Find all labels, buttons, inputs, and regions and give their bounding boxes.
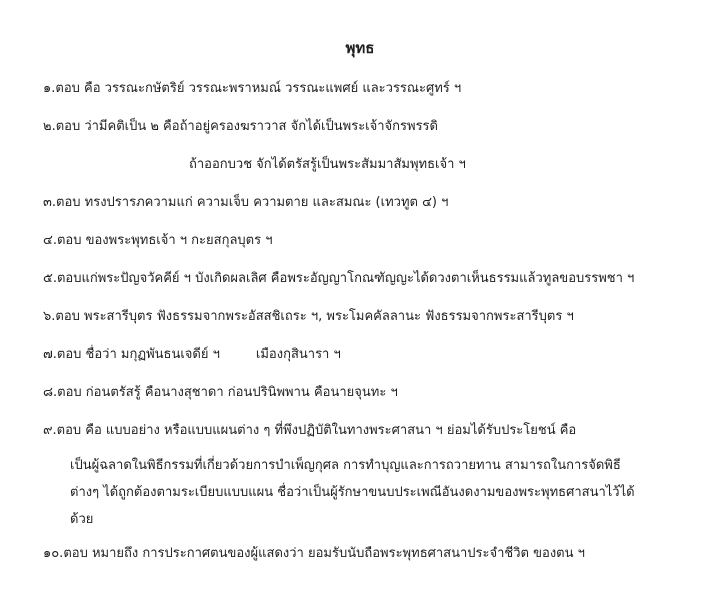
answer-7-part-1: ๗.ตอบ ชื่อว่า มกุฏพันธนเจดีย์ ฯ	[43, 347, 220, 362]
answer-3-line-1: ๓.ตอบ ทรงปรารภความแก่ ความเจ็บ ความตาย และสมณะ (เทวทูต ๔) ฯ	[43, 195, 449, 210]
answer-9-line-4: ด้วย	[70, 512, 94, 527]
answer-10-line-1: ๑๐.ตอบ หมายถึง การประกาศตนของผู้แสดงว่า ยอมรับนับถือพระพุทธศาสนาประจำชีวิต ของตน ฯ	[43, 546, 585, 561]
answer-9-line-2: เป็นผู้ฉลาดในพิธีกรรมที่เกี่ยวด้วยการบำเพ็ญกุศล การทำบุญและการถวายทาน สามารถในการจัดพิธี	[70, 458, 621, 473]
answer-2-line-2: ถ้าออกบวช จักได้ตรัสรู้เป็นพระสัมมาสัมพุทธเจ้า ฯ	[189, 157, 466, 172]
answer-1-line-1: ๑.ตอบ คือ วรรณะกษัตริย์ วรรณะพราหมณ์ วรรณะแพศย์ และวรรณะศูทร์ ฯ	[43, 81, 462, 96]
answer-5-line-1: ๕.ตอบแก่พระปัญจวัคคีย์ ฯ บังเกิดผลเลิศ คือพระอัญญาโกณฑัญญะได้ดวงตาเห็นธรรมแล้วทูลขอบรรพชา ฯ	[43, 271, 635, 286]
answer-4-line-1: ๔.ตอบ ของพระพุทธเจ้า ฯ กะยสกุลบุตร ฯ	[43, 233, 273, 248]
answer-2-line-1: ๒.ตอบ ว่ามีคติเป็น ๒ คือถ้าอยู่ครองฆราวาส จักได้เป็นพระเจ้าจักรพรรดิ	[43, 119, 438, 134]
page-title: พุทธ	[345, 39, 375, 57]
answer-9-line-1: ๙.ตอบ คือ แบบอย่าง หรือแบบแผนต่าง ๆ ที่พึงปฏิบัติในทางพระศาสนา ฯ ย่อมได้รับประโยชน์ คือ	[43, 423, 577, 438]
answer-8-line-1: ๘.ตอบ ก่อนตรัสรู้ คือนางสุชาดา ก่อนปรินิพพาน คือนายจุนทะ ฯ	[43, 385, 398, 400]
answer-9-line-3: ต่างๆ ได้ถูกต้องตามระเบียบแบบแผน ชื่อว่าเป็นผู้รักษาขนบประเพณีอันงดงามของพระพุทธศาสนาไว้ได้	[70, 485, 635, 500]
answer-6-line-1: ๖.ตอบ พระสารีบุตร ฟังธรรมจากพระอัสสชิเถระ ฯ, พระโมคคัลลานะ ฟังธรรมจากพระสารีบุตร ฯ	[43, 309, 574, 324]
answer-7-line-1	[43, 346, 341, 364]
answer-7-part-2: เมืองกุสินารา ฯ	[255, 347, 341, 362]
